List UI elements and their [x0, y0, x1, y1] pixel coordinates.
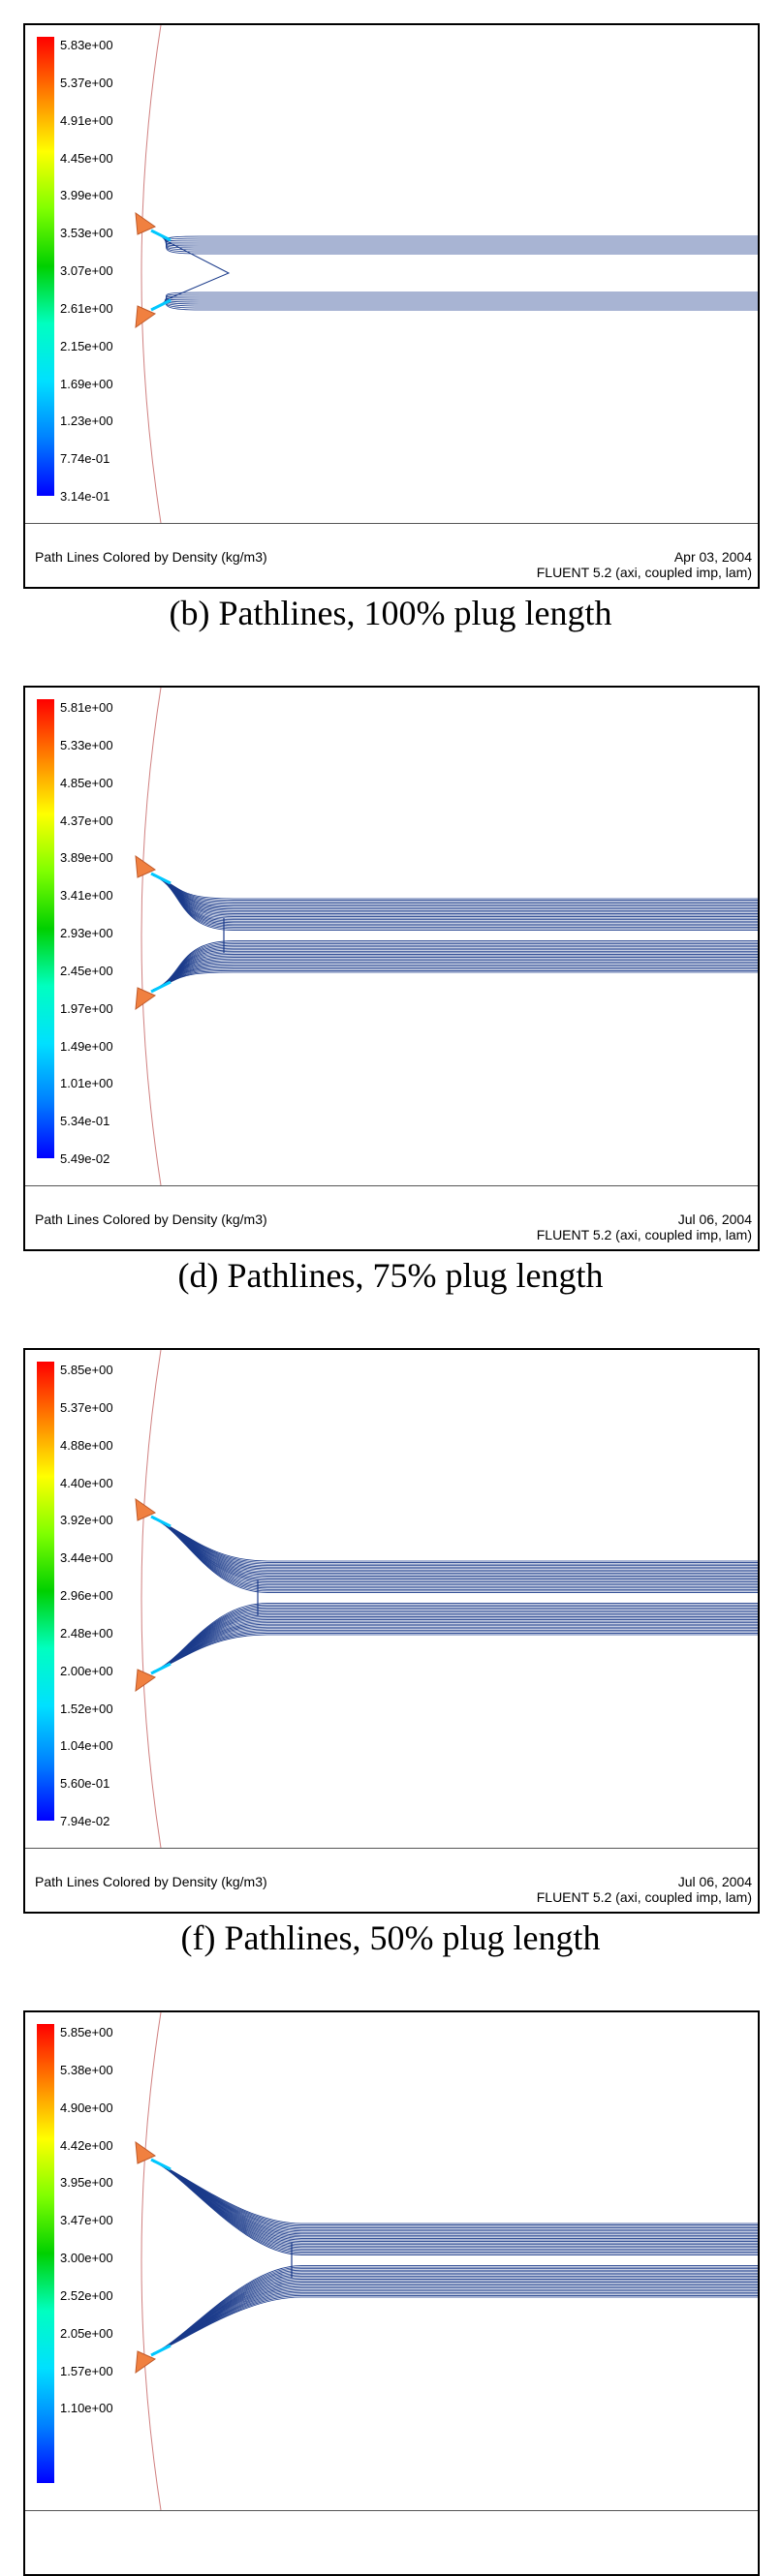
pathline: [153, 875, 758, 901]
colorbar-tick-label: 5.85e+00: [60, 1363, 113, 1377]
colorbar: [37, 37, 54, 496]
expansion-fan: [151, 1517, 171, 1526]
colorbar: [37, 699, 54, 1158]
pathline: [153, 2162, 758, 2229]
pathline: [153, 875, 758, 920]
expansion-fan: [151, 2346, 171, 2355]
pathline-panel: [23, 2010, 760, 2576]
pathline: [153, 1624, 758, 1671]
pathline: [153, 956, 758, 990]
pathline: [153, 875, 758, 918]
pathline: [153, 1518, 758, 1563]
domain-boundary: [141, 688, 161, 1185]
colorbar-tick-label: 2.96e+00: [60, 1588, 113, 1603]
colorbar: [37, 1362, 54, 1821]
colorbar-tick-label: 1.23e+00: [60, 414, 113, 429]
pathline: [153, 2295, 758, 2353]
pathline: [153, 947, 758, 990]
colorbar-tick-label: 1.10e+00: [60, 2401, 113, 2416]
plot-description: Path Lines Colored by Density (kg/m3): [35, 1211, 267, 1227]
pathline: [153, 970, 758, 990]
colorbar-tick-label: 5.49e-02: [60, 1151, 110, 1166]
plot-date: Jul 06, 2004: [677, 1211, 752, 1227]
colorbar-tick-label: 5.85e+00: [60, 2025, 113, 2039]
pathline-panel: [23, 1348, 760, 1914]
pathline: [153, 2267, 758, 2353]
colorbar-tick-label: 3.14e-01: [60, 489, 110, 504]
plot-footer: [25, 1185, 758, 1249]
pathline-panel: [23, 686, 760, 1251]
pathline-plot: [25, 2012, 758, 2510]
colorbar-tick-label: 5.37e+00: [60, 75, 113, 90]
colorbar-tick-label: 5.33e+00: [60, 737, 113, 752]
pathline: [153, 232, 758, 250]
expansion-fan: [151, 2160, 171, 2169]
colorbar-tick-label: 5.38e+00: [60, 2062, 113, 2077]
pathline: [153, 232, 758, 242]
colorbar-tick-label: 4.37e+00: [60, 813, 113, 828]
pathline: [153, 1518, 758, 1567]
pathline: [153, 298, 758, 308]
pathline: [153, 972, 758, 990]
colorbar-tick-label: 3.99e+00: [60, 188, 113, 203]
colorbar: [37, 2024, 54, 2483]
colorbar-tick-label: 2.93e+00: [60, 926, 113, 940]
pathline: [153, 232, 758, 254]
pathline: [153, 303, 758, 308]
panel-caption: (b) Pathlines, 100% plug length: [169, 594, 612, 632]
colorbar-tick-label: 1.52e+00: [60, 1701, 113, 1716]
colorbar-tick-label: 1.01e+00: [60, 1076, 113, 1091]
pathline: [153, 1518, 758, 1582]
plot-footer: [25, 2510, 758, 2574]
solver-info: FLUENT 5.2 (axi, coupled imp, lam): [536, 1227, 752, 1242]
colorbar-tick-label: 5.83e+00: [60, 38, 113, 52]
panel-caption: (f) Pathlines, 50% plug length: [180, 1918, 601, 1957]
colorbar-tick-label: 4.88e+00: [60, 1437, 113, 1453]
pathline: [153, 2270, 758, 2353]
colorbar-tick-label: 2.05e+00: [60, 2325, 113, 2341]
domain-boundary: [141, 25, 161, 523]
colorbar-tick-label: 4.90e+00: [60, 2100, 113, 2115]
pathline: [153, 2269, 758, 2353]
solver-info: FLUENT 5.2 (axi, coupled imp, lam): [536, 1889, 752, 1905]
colorbar-tick-label: 1.97e+00: [60, 1000, 113, 1016]
colorbar-tick-label: 2.48e+00: [60, 1625, 113, 1641]
expansion-fan: [151, 982, 171, 992]
pathline: [153, 2162, 758, 2248]
pathline: [153, 1607, 758, 1671]
domain-boundary: [141, 1350, 161, 1848]
colorbar-tick-label: 2.61e+00: [60, 300, 113, 316]
pathline: [153, 875, 758, 910]
colorbar-tick-label: 4.45e+00: [60, 150, 113, 166]
plot-footer: [25, 523, 758, 587]
colorbar-tick-label: 4.42e+00: [60, 2137, 113, 2153]
colorbar-tick-label: 4.40e+00: [60, 1475, 113, 1490]
plot-footer: [25, 1848, 758, 1912]
colorbar-tick-label: 1.04e+00: [60, 1738, 113, 1754]
pathline: [153, 966, 758, 990]
colorbar-tick-label: 4.85e+00: [60, 775, 113, 790]
colorbar-tick-label: 7.94e-02: [60, 1814, 110, 1828]
pathline-plot: [25, 688, 758, 1185]
colorbar-tick-label: 4.91e+00: [60, 112, 113, 128]
colorbar-tick-label: 5.37e+00: [60, 1399, 113, 1415]
panel-caption: (d) Pathlines, 75% plug length: [177, 1256, 604, 1295]
colorbar-tick-label: 1.69e+00: [60, 376, 113, 391]
pathline-panel: [23, 23, 760, 589]
pathline: [153, 953, 758, 990]
pathline-plot: [25, 25, 758, 523]
colorbar-tick-label: 3.00e+00: [60, 2251, 113, 2265]
plot-description: Path Lines Colored by Density (kg/m3): [35, 1874, 267, 1889]
colorbar-tick-label: 2.45e+00: [60, 963, 113, 978]
colorbar-tick-label: 3.41e+00: [60, 888, 113, 904]
pathline: [153, 1633, 758, 1671]
pathline: [153, 875, 758, 909]
pathline: [153, 875, 758, 912]
pathline: [153, 1632, 758, 1671]
colorbar-tick-label: 3.47e+00: [60, 2213, 113, 2228]
colorbar-tick-label: 1.49e+00: [60, 1038, 113, 1054]
pathline: [153, 965, 758, 990]
colorbar-tick-label: 7.74e-01: [60, 451, 110, 467]
pathline: [153, 1518, 758, 1561]
pathline: [153, 1518, 758, 1566]
expansion-fan: [151, 230, 171, 240]
colorbar-tick-label: 3.92e+00: [60, 1513, 113, 1528]
pathline-plot: [25, 1350, 758, 1848]
pathline: [153, 875, 758, 921]
pathline: [153, 1626, 758, 1671]
pathline: [153, 944, 758, 990]
colorbar-tick-label: 3.89e+00: [60, 850, 113, 866]
pathline: [153, 964, 758, 990]
domain-boundary: [141, 2012, 161, 2510]
colorbar-tick-label: 3.44e+00: [60, 1550, 113, 1566]
pathline: [153, 1518, 758, 1583]
pathline: [153, 875, 758, 899]
pathline: [153, 1518, 758, 1564]
pathline: [153, 875, 758, 902]
expansion-fan: [151, 874, 171, 883]
plot-date: Jul 06, 2004: [677, 1874, 752, 1889]
pathline: [153, 1627, 758, 1671]
pathline: [153, 302, 758, 308]
colorbar-tick-label: 3.07e+00: [60, 263, 113, 278]
pathline: [153, 1608, 758, 1671]
colorbar-tick-label: 2.52e+00: [60, 2287, 113, 2303]
pathline: [153, 1635, 758, 1671]
colorbar-tick-label: 1.57e+00: [60, 2363, 113, 2378]
plot-description: Path Lines Colored by Density (kg/m3): [35, 549, 267, 565]
colorbar-tick-label: 5.81e+00: [60, 700, 113, 715]
expansion-fan: [151, 1664, 171, 1673]
solver-info: FLUENT 5.2 (axi, coupled imp, lam): [536, 565, 752, 580]
plot-date: Apr 03, 2004: [673, 549, 752, 565]
colorbar-tick-label: 5.60e-01: [60, 1776, 110, 1792]
colorbar-tick-label: 3.53e+00: [60, 226, 113, 241]
colorbar-tick-label: 5.34e-01: [60, 1114, 110, 1129]
colorbar-tick-label: 2.15e+00: [60, 338, 113, 353]
colorbar-tick-label: 2.00e+00: [60, 1663, 113, 1678]
pathline: [153, 875, 758, 930]
colorbar-tick-label: 3.95e+00: [60, 2175, 113, 2191]
pathline: [153, 2162, 758, 2254]
pathline: [153, 2294, 758, 2353]
